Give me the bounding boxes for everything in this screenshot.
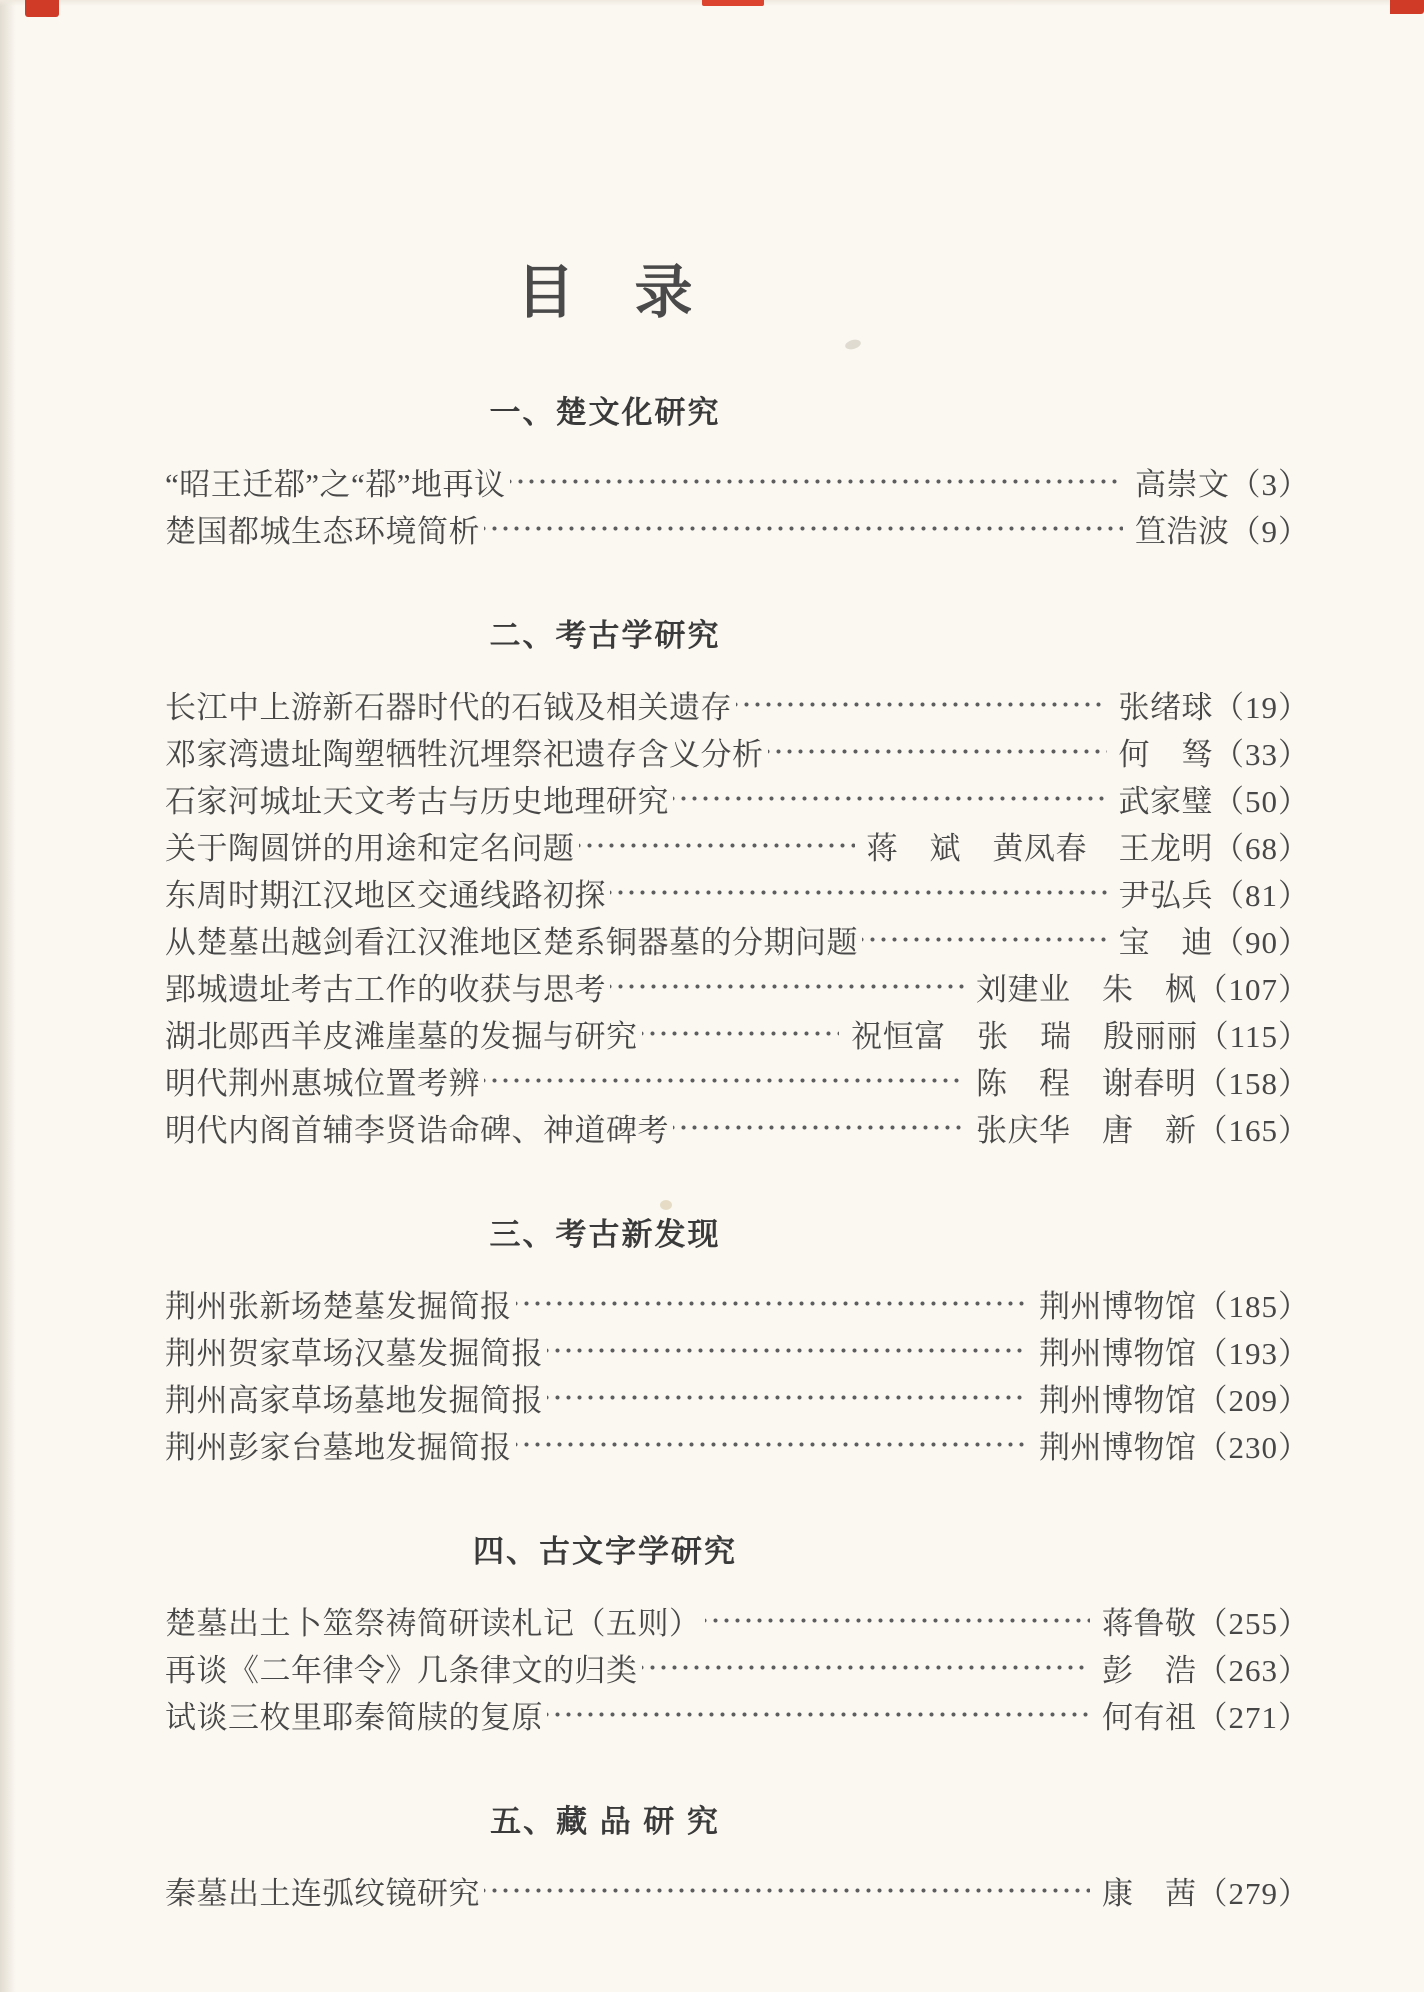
entry-title: 试谈三枚里耶秦简牍的复原 <box>165 1700 543 1735</box>
section-entries <box>165 458 1310 552</box>
section-entries <box>165 681 1310 1151</box>
page-title: 目 录 <box>516 260 694 325</box>
entry-title: 荆州彭家台墓地发掘简报 <box>165 1430 512 1465</box>
dotted-leader <box>516 1421 1028 1468</box>
entry-page-number: （115） <box>1197 1019 1310 1054</box>
entry-authors: 彭 浩 <box>1102 1653 1197 1688</box>
dotted-leader <box>610 869 1107 916</box>
dotted-leader <box>642 1644 1091 1691</box>
toc-entry <box>165 1691 1310 1738</box>
toc-entry <box>165 1644 1310 1691</box>
entry-authors: 祝恒富 张 瑞 殷丽丽 <box>851 1019 1198 1054</box>
toc-section <box>165 387 1310 552</box>
dotted-leader <box>673 1104 964 1151</box>
toc-entry <box>165 1597 1310 1644</box>
dotted-leader <box>484 1057 964 1104</box>
entry-page-number: （19） <box>1213 690 1310 725</box>
entry-page-number: （271） <box>1196 1700 1310 1735</box>
entry-authors: 何 驽 <box>1118 737 1213 772</box>
dotted-leader <box>862 916 1107 963</box>
entry-title: 楚国都城生态环境简析 <box>165 514 480 549</box>
dotted-leader <box>547 1374 1027 1421</box>
toc-entry <box>165 916 1310 963</box>
entry-authors: 高崇文 <box>1135 467 1230 502</box>
entry-page-number: （255） <box>1196 1606 1310 1641</box>
entry-title: 东周时期江汉地区交通线路初探 <box>165 878 606 913</box>
entry-title: 再谈《二年律令》几条律文的归类 <box>165 1653 638 1688</box>
entry-title: 明代荆州惠城位置考辨 <box>165 1066 480 1101</box>
entry-page-number: （165） <box>1196 1113 1310 1148</box>
section-heading: 一、楚文化研究 <box>489 395 721 430</box>
toc-entry <box>165 1867 1310 1914</box>
toc-section <box>165 610 1310 1151</box>
scan-red-mark-top-left <box>25 0 59 17</box>
section-heading: 四、古文字学研究 <box>473 1534 737 1569</box>
entry-title: 荆州高家草场墓地发掘简报 <box>165 1383 543 1418</box>
entry-authors: 何有祖 <box>1102 1700 1197 1735</box>
entry-authors: 刘建业 朱 枫 <box>976 972 1197 1007</box>
toc-section <box>165 1796 1310 1914</box>
toc-entry <box>165 822 1310 869</box>
toc-section <box>165 1526 1310 1738</box>
entry-title: 荆州贺家草场汉墓发掘简报 <box>165 1336 543 1371</box>
entry-title: “昭王迁鄀”之“鄀”地再议 <box>165 467 506 502</box>
entry-page-number: （158） <box>1196 1066 1310 1101</box>
entry-page-number: （90） <box>1213 925 1310 960</box>
toc-entry <box>165 1057 1310 1104</box>
dotted-leader <box>516 1280 1028 1327</box>
toc-entry <box>165 1374 1310 1421</box>
scan-red-mark-top-right <box>1390 0 1424 14</box>
dotted-leader <box>673 775 1107 822</box>
dotted-leader <box>579 822 855 869</box>
entry-title: 邓家湾遗址陶塑牺牲沉埋祭祀遗存含义分析 <box>165 737 764 772</box>
entry-authors: 武家璧 <box>1118 784 1213 819</box>
toc-entry <box>165 728 1310 775</box>
dotted-leader <box>642 1010 840 1057</box>
dotted-leader <box>705 1597 1091 1644</box>
entry-page-number: （107） <box>1196 972 1310 1007</box>
entry-title: 从楚墓出越剑看江汉淮地区楚系铜器墓的分期问题 <box>165 925 858 960</box>
toc-entry <box>165 869 1310 916</box>
entry-authors: 张绪球 <box>1118 690 1213 725</box>
toc-content <box>165 0 1310 1914</box>
scan-left-edge-shadow <box>0 0 16 1992</box>
entry-title: 荆州张新场楚墓发掘简报 <box>165 1289 512 1324</box>
entry-title: 关于陶圆饼的用途和定名问题 <box>165 831 575 866</box>
entry-page-number: （279） <box>1196 1876 1310 1911</box>
entry-authors: 蒋鲁敬 <box>1102 1606 1197 1641</box>
entry-page-number: （193） <box>1196 1336 1310 1371</box>
section-heading: 五、藏 品 研 究 <box>490 1804 720 1839</box>
entry-authors: 蒋 斌 黄凤春 王龙明 <box>866 831 1213 866</box>
entry-title: 明代内阁首辅李贤诰命碑、神道碑考 <box>165 1113 669 1148</box>
dotted-leader <box>510 458 1123 505</box>
entry-authors: 荆州博物馆 <box>1039 1336 1197 1371</box>
dotted-leader <box>547 1691 1090 1738</box>
dotted-leader <box>736 681 1107 728</box>
entry-page-number: （185） <box>1196 1289 1310 1324</box>
section-entries <box>165 1280 1310 1468</box>
entry-title: 郢城遗址考古工作的收获与思考 <box>165 972 606 1007</box>
entry-title: 楚墓出土卜筮祭祷简研读札记（五则） <box>165 1606 701 1641</box>
entry-authors: 荆州博物馆 <box>1039 1289 1197 1324</box>
toc-entry <box>165 963 1310 1010</box>
toc-entry <box>165 1010 1310 1057</box>
dotted-leader <box>610 963 964 1010</box>
entry-title: 石家河城址天文考古与历史地理研究 <box>165 784 669 819</box>
toc-entry <box>165 1280 1310 1327</box>
toc-entry <box>165 775 1310 822</box>
entry-title: 湖北郧西羊皮滩崖墓的发掘与研究 <box>165 1019 638 1054</box>
section-heading: 三、考古新发现 <box>489 1217 721 1252</box>
entry-authors: 张庆华 唐 新 <box>976 1113 1197 1148</box>
entry-page-number: （230） <box>1196 1430 1310 1465</box>
entry-authors: 笪浩波 <box>1135 514 1230 549</box>
entry-authors: 荆州博物馆 <box>1039 1383 1197 1418</box>
entry-page-number: （3） <box>1229 467 1310 502</box>
entry-page-number: （68） <box>1213 831 1310 866</box>
section-heading: 二、考古学研究 <box>489 618 721 653</box>
toc-entry <box>165 1327 1310 1374</box>
entry-page-number: （9） <box>1229 514 1310 549</box>
dotted-leader <box>547 1327 1027 1374</box>
toc-entry <box>165 1421 1310 1468</box>
section-entries <box>165 1867 1310 1914</box>
toc-entry <box>165 505 1310 552</box>
entry-page-number: （209） <box>1196 1383 1310 1418</box>
toc-entry <box>165 1104 1310 1151</box>
toc-section <box>165 1209 1310 1468</box>
entry-page-number: （81） <box>1213 878 1310 913</box>
entry-authors: 荆州博物馆 <box>1039 1430 1197 1465</box>
entry-authors: 康 茜 <box>1102 1876 1197 1911</box>
toc-entry <box>165 458 1310 505</box>
section-entries <box>165 1597 1310 1738</box>
entry-page-number: （33） <box>1213 737 1310 772</box>
dotted-leader <box>484 1867 1090 1914</box>
entry-title: 秦墓出土连弧纹镜研究 <box>165 1876 480 1911</box>
entry-authors: 尹弘兵 <box>1118 878 1213 913</box>
entry-page-number: （263） <box>1196 1653 1310 1688</box>
entry-title: 长江中上游新石器时代的石钺及相关遗存 <box>165 690 732 725</box>
dotted-leader <box>484 505 1123 552</box>
entry-authors: 宝 迪 <box>1118 925 1213 960</box>
toc-sections <box>165 387 1310 1914</box>
entry-page-number: （50） <box>1213 784 1310 819</box>
dotted-leader <box>768 728 1107 775</box>
toc-entry <box>165 681 1310 728</box>
entry-authors: 陈 程 谢春明 <box>976 1066 1197 1101</box>
